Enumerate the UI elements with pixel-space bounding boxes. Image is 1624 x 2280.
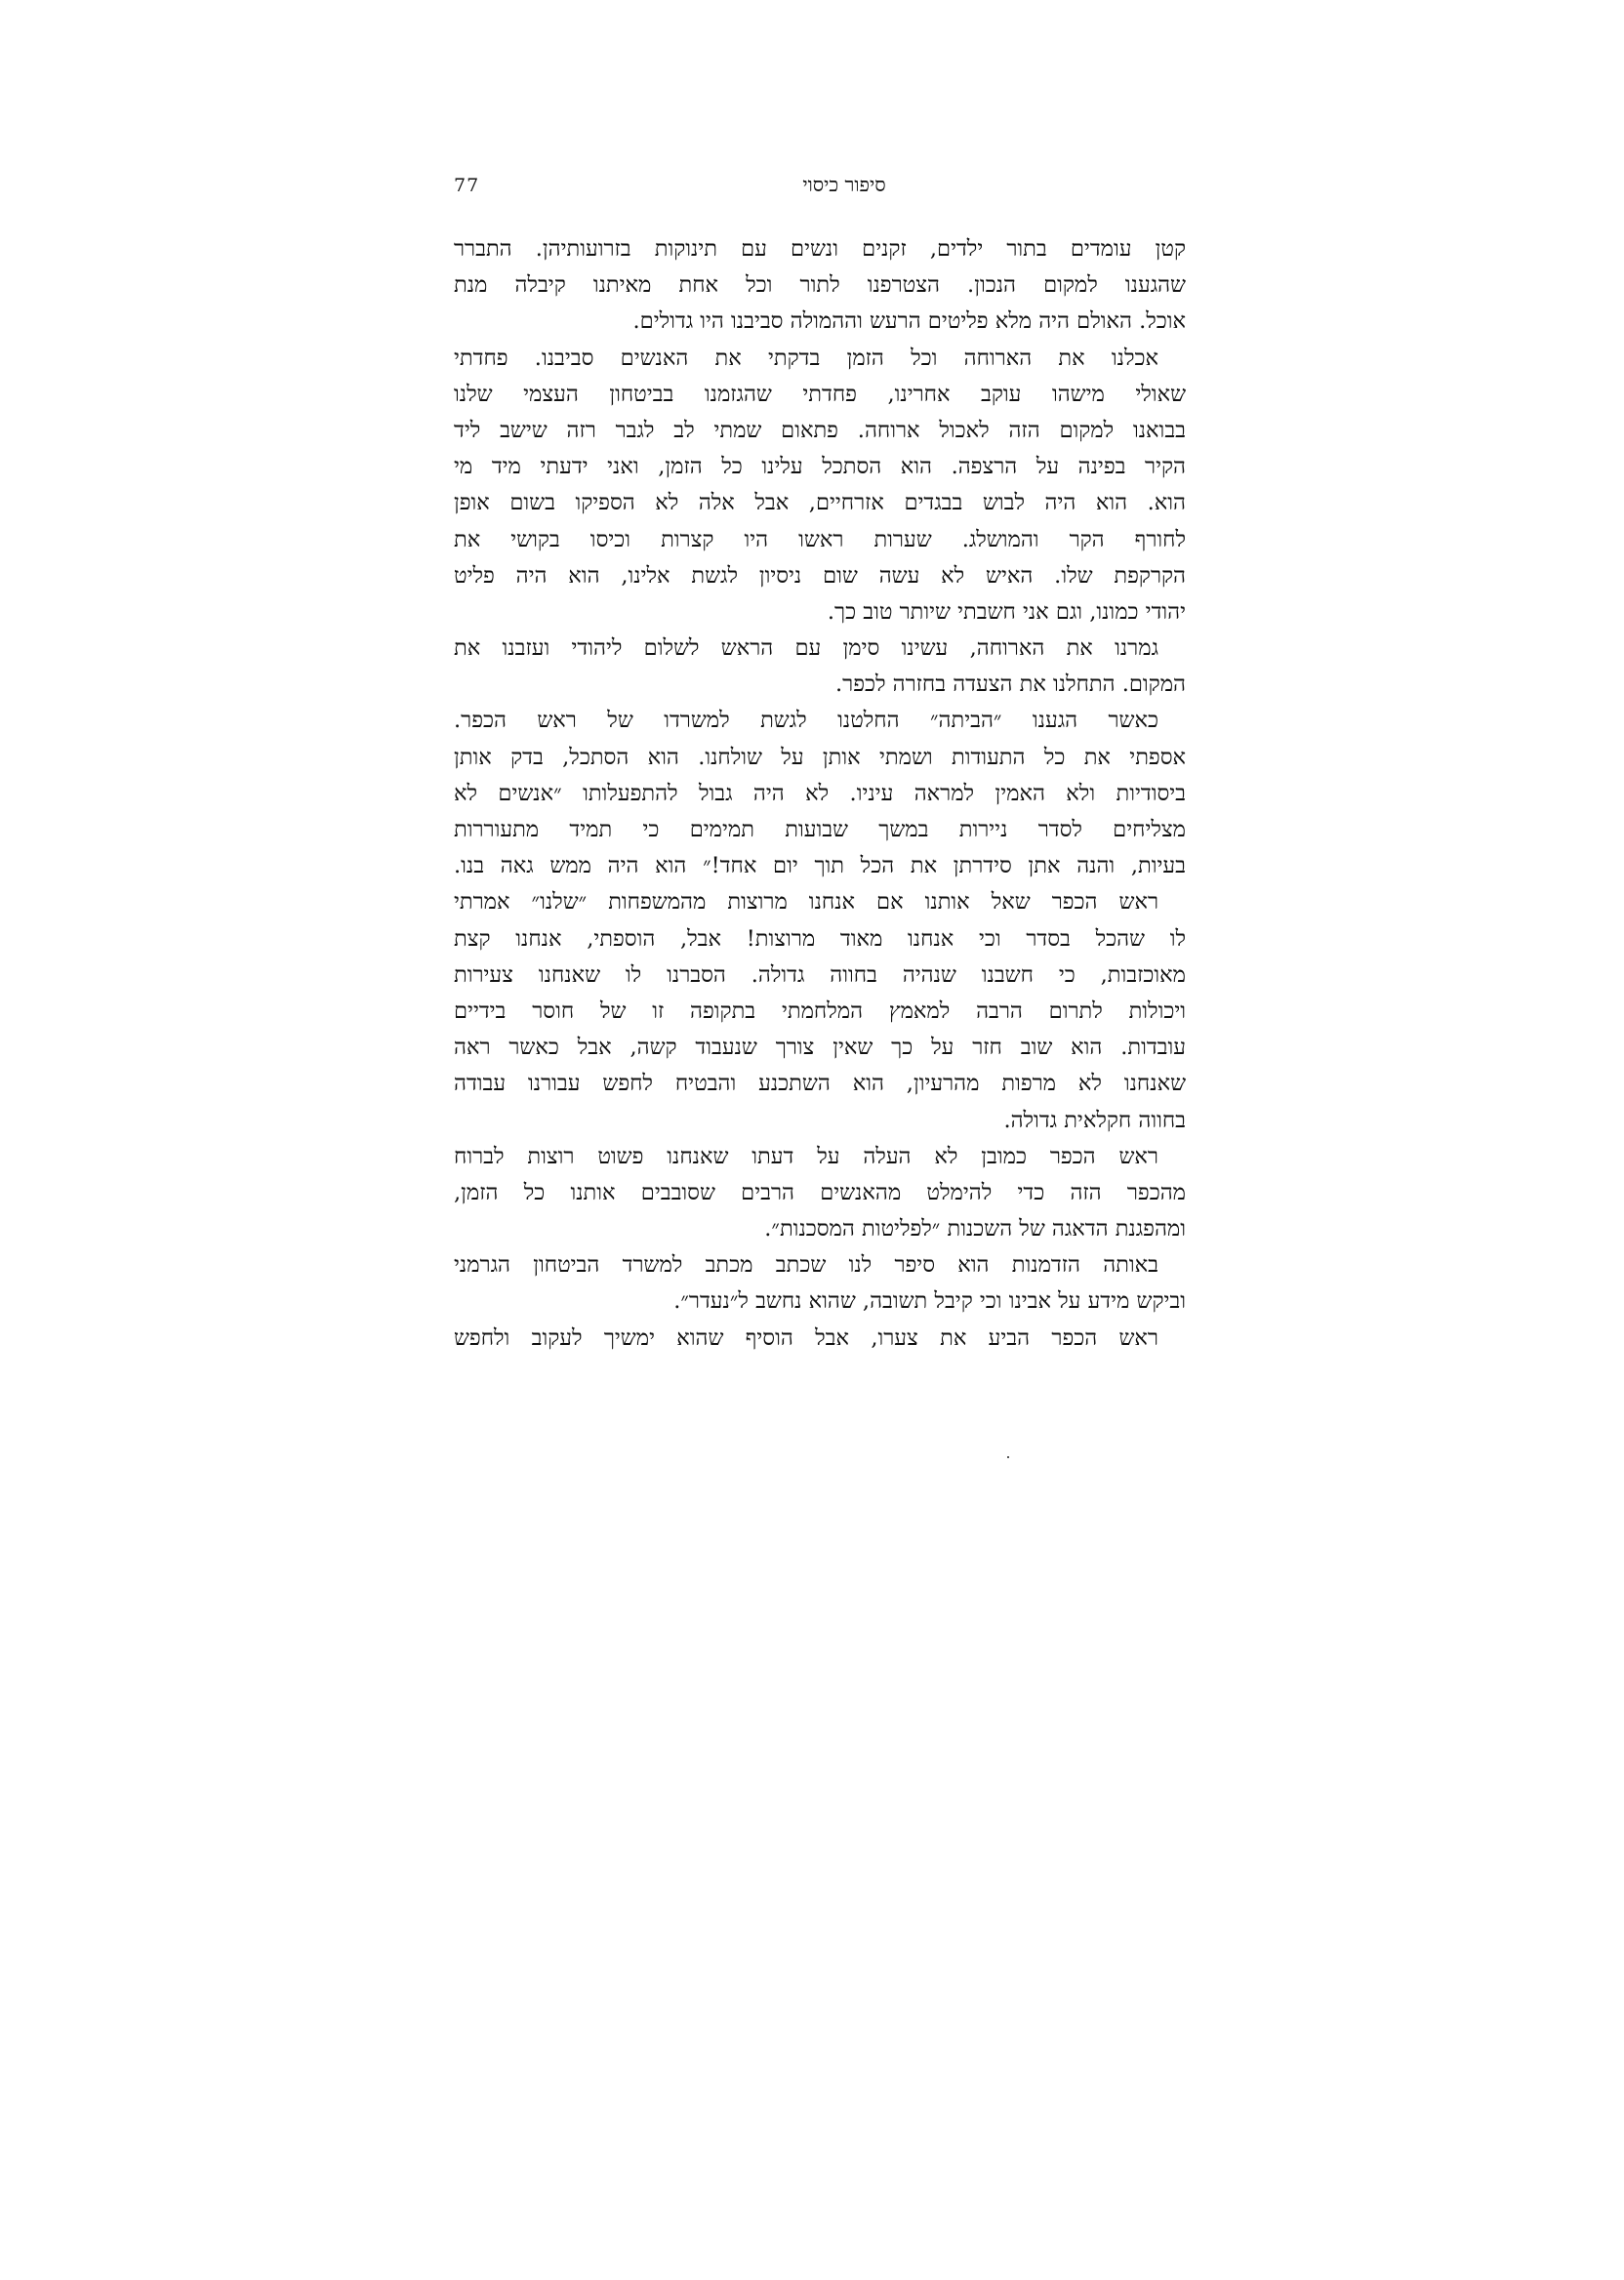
text-line: עובדות. הוא שוב חזר על כך שאין צורך שנעבוד קשה, אבל כאשר ראה — [454, 1035, 1186, 1061]
body-text — [454, 231, 1186, 1357]
paragraph — [454, 1321, 1186, 1357]
paragraph — [454, 703, 1186, 884]
text-line: ראש הכפר הביע את צערו, אבל הוסיף שהוא ימשיך לעקוב ולחפש — [454, 1324, 1158, 1351]
paragraph — [454, 341, 1186, 631]
text-line: לו שהכל בסדר וכי אנחנו מאוד מרוצות! אבל, הוספתי, אנחנו קצת — [454, 925, 1186, 952]
text-line: בעיות, והנה אתן סידרתן את הכל תוך יום אחד!״ הוא היה ממש גאה בנו. — [454, 853, 1186, 879]
text-line: ויכולות לתרום הרבה למאמץ המלחמתי בתקופה זו של חוסר בידיים — [454, 998, 1186, 1024]
text-line: מאוכזבות, כי חשבנו שנהיה בחווה גדולה. הסברנו לו שאנחנו צעירות — [454, 961, 1186, 988]
page-header — [454, 174, 961, 213]
text-line: באותה הזדמנות הוא סיפר לנו שכתב מכתב למשרד הביטחון הגרמני — [454, 1252, 1158, 1279]
paragraph — [454, 1139, 1186, 1248]
text-line: אוכל. האולם היה מלא פליטים הרעש וההמולה סביבנו היו גדולים. — [632, 308, 1186, 335]
text-line: בחווה חקלאית גדולה. — [1003, 1107, 1186, 1133]
text-line: מהכפר הזה כדי להימלט מהאנשים הרבים שסובבים אותנו כל הזמן, — [454, 1179, 1186, 1205]
text-line: אספתי את כל התעודות ושמתי אותן על שולחנו. הוא הסתכל, בדק אותן — [454, 744, 1186, 770]
text-line: מצליחים לסדר ניירות במשך שבועות תמימים כי תמיד מתעוררות — [454, 817, 1186, 842]
paragraph — [454, 631, 1186, 703]
scan-speck — [1007, 1456, 1009, 1458]
paragraph — [454, 231, 1186, 341]
running-title: סיפור כיסוי — [802, 173, 886, 196]
text-line: יהודי כמונו, וגם אני חשבתי שיותר טוב כך. — [827, 598, 1186, 625]
text-line: הקיר בפינה על הרצפה. הוא הסתכל עלינו כל הזמן, ואני ידעתי מיד מי — [454, 454, 1186, 480]
paragraph — [454, 884, 1186, 1138]
text-line: שאנחנו לא מרפות מהרעיון, הוא השתכנע והבטיח לחפש עבורנו עבודה — [454, 1071, 1186, 1097]
text-line: שאולי מישהו עוקב אחרינו, פחדתי שהגזמנו בביטחון העצמי שלנו — [454, 381, 1186, 407]
text-line: קטן עומדים בתור ילדים, זקנים ונשים עם תינוקות בזרועותיהן. התברר — [454, 236, 1186, 262]
page-number: 77 — [454, 175, 480, 196]
text-line: ומהפגנת הדאגה של השכנות ״לפליטות המסכנות״. — [764, 1216, 1186, 1242]
text-line: לחורף הקר והמושלג. שערות ראשו היו קצרות וכיסו בקושי את — [454, 526, 1186, 552]
text-line: המקום. התחלנו את הצעדה בחזרה לכפר. — [834, 672, 1186, 698]
paragraph — [454, 1247, 1186, 1320]
text-line: גמרנו את הארוחה, עשינו סימן עם הראש לשלום ליהודי ועזבנו את — [454, 635, 1158, 662]
text-line: הוא. הוא היה לבוש בבגדים אזרחיים, אבל אלה לא הספיקו בשום אופן — [454, 490, 1186, 516]
text-line: ראש הכפר שאל אותנו אם אנחנו מרוצות מהמשפחות ״שלנו״ אמרתי — [454, 889, 1158, 916]
text-line: ראש הכפר כמובן לא העלה על דעתו שאנחנו פשוט רוצות לברוח — [454, 1143, 1158, 1169]
text-line: וביקש מידע על אבינו וכי קיבל תשובה, שהוא נחשב ל״נעדר״. — [673, 1288, 1186, 1315]
text-line: שהגענו למקום הנכון. הצטרפנו לתור וכל אחת מאיתנו קיבלה מנת — [454, 272, 1186, 299]
text-line: הקרקפת שלו. האיש לא עשה שום ניסיון לגשת אלינו, הוא היה פליט — [454, 562, 1186, 589]
text-line: ביסודיות ולא האמין למראה עיניו. לא היה גבול להתפעלותו ״אנשים לא — [454, 780, 1186, 806]
text-line: כאשר הגענו ״הביתה״ החלטנו לגשת למשרדו של ראש הכפר. — [454, 708, 1158, 734]
text-line: אכלנו את הארוחה וכל הזמן בדקתי את האנשים סביבנו. פחדתי — [454, 345, 1158, 371]
text-line: בבואנו למקום הזה לאכול ארוחה. פתאום שמתי לב לגבר רזה שישב ליד — [454, 417, 1186, 443]
